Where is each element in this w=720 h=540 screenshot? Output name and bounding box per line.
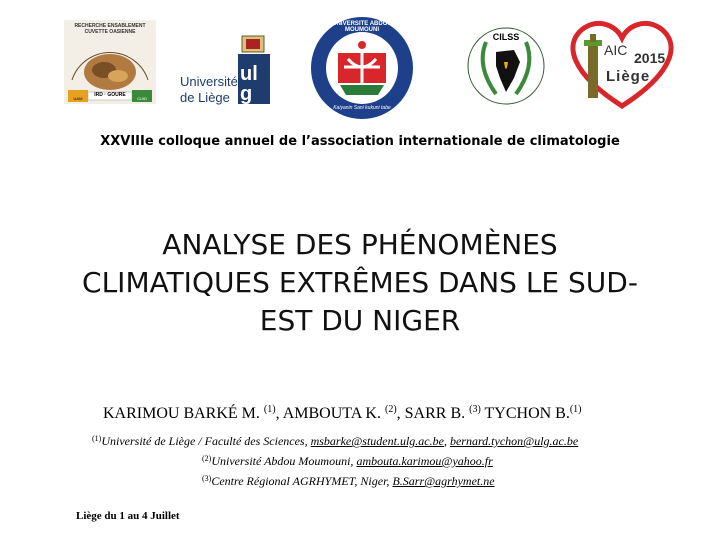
research-logo-left-text: UAM: [73, 96, 83, 101]
title-line-2: CLIMATIQUES EXTRÊMES DANS LE SUD-: [82, 266, 638, 299]
aic-city: Liège: [606, 68, 651, 85]
aic-line1: AIC: [604, 42, 628, 58]
uliege-line2: de Liège: [180, 90, 230, 105]
conference-dates: Liège du 1 au 4 Juillet: [76, 510, 180, 522]
cilss-logo: [466, 22, 546, 106]
aic-year: 2015: [634, 50, 666, 66]
authors-line: [103, 404, 582, 423]
title-line-1: ANALYSE DES PHÉNOMÈNES: [162, 228, 558, 261]
conference-subtitle: XXVIIIe colloque annuel de l’association internationale de climatologie: [100, 134, 620, 149]
affiliation-1-sep: ,: [443, 434, 450, 448]
author-1: KARIMOU BARKÉ M.: [103, 405, 260, 422]
uliege-line1: Université: [180, 74, 238, 89]
research-logo-top-text: RECHERCHE ENSABLEMENT CUVETTE OASIENNE: [74, 23, 146, 35]
affiliation-3-sup: (3): [202, 474, 212, 483]
author-3: , SARR B.: [396, 405, 466, 422]
uliege-logo: [180, 34, 276, 106]
research-logo-mid-text: IRD · GOURE: [94, 92, 126, 98]
research-logo: [64, 20, 156, 104]
affiliation-2-sup: (2): [202, 454, 212, 463]
affiliation-3: [202, 474, 495, 489]
presentation-title: [40, 226, 680, 340]
abdou-moumouni-motto: Kaiyanin Sani kukuni tabe: [333, 105, 391, 111]
affiliation-1: [92, 434, 578, 449]
author-4: TYCHON B.: [480, 405, 570, 422]
aic-logo: [562, 14, 682, 114]
affiliation-3-email-link[interactable]: B.Sarr@agrhymet.ne: [392, 474, 495, 488]
abdou-moumouni-logo: [308, 15, 416, 121]
author-2: , AMBOUTA K.: [275, 405, 381, 422]
affiliation-2-email-link[interactable]: ambouta.karimou@yahoo.fr: [356, 454, 493, 468]
author-2-sup: (2): [384, 404, 397, 415]
title-line-3: EST DU NIGER: [259, 304, 461, 337]
affiliation-1-email-link[interactable]: msbarke@student.ulg.ac.be: [310, 434, 444, 448]
affiliation-1-email2-link[interactable]: bernard.tychon@ulg.ac.be: [449, 434, 579, 448]
affiliation-3-text: Centre Régional AGRHYMET, Niger,: [211, 474, 393, 488]
affiliation-1-sup: (1): [92, 434, 102, 443]
abdou-moumouni-ring-text: UNIVERSITE ABDOU MOUMOUNI: [332, 21, 392, 33]
affiliation-2-text: Université Abdou Moumouni,: [211, 454, 357, 468]
author-4-sup: (1): [569, 404, 582, 415]
research-logo-right-text: CUID: [137, 96, 147, 101]
affiliation-2: [202, 454, 493, 469]
author-3-sup: (3): [469, 404, 481, 415]
cilss-text: CILSS: [492, 32, 520, 42]
author-1-sup: (1): [263, 404, 276, 415]
uliege-mark: ulg: [240, 63, 258, 105]
affiliation-1-text: Université de Liège / Faculté des Sciences,: [101, 434, 311, 448]
